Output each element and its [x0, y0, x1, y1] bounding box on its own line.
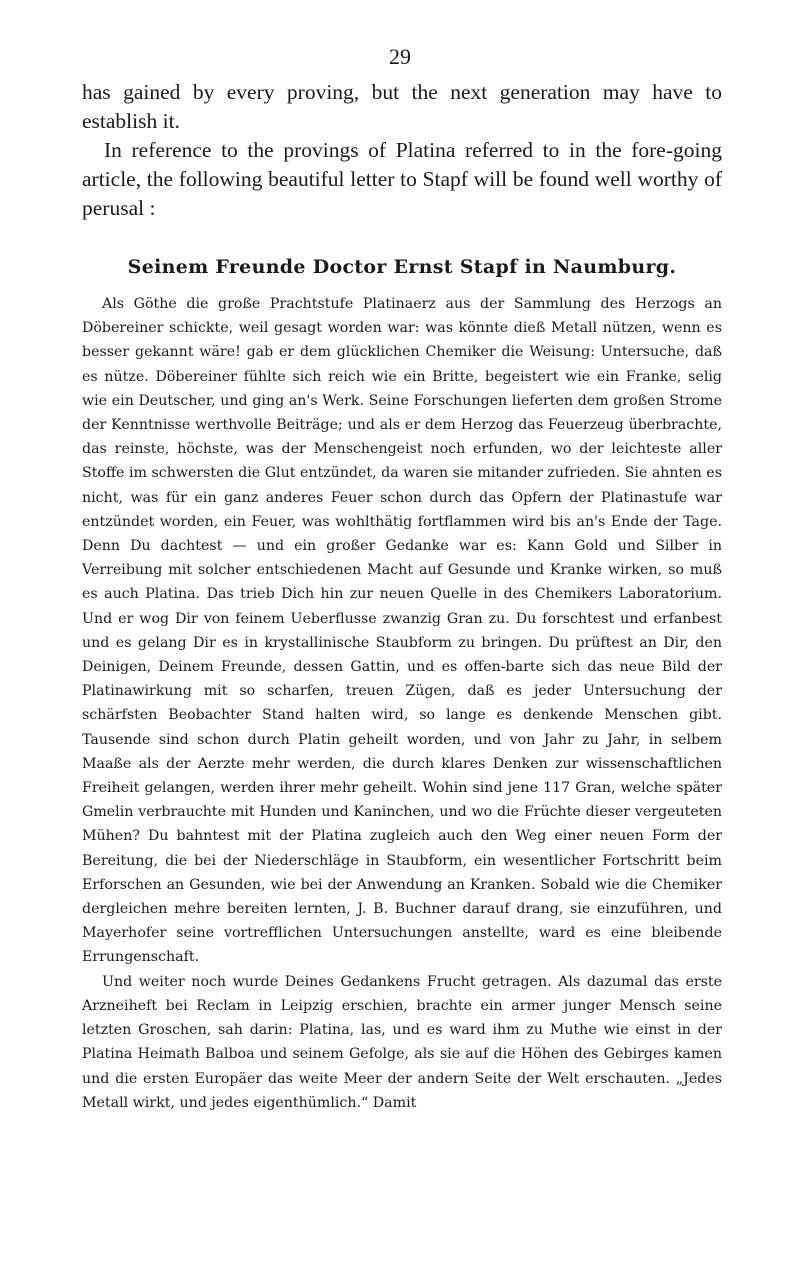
- letter-paragraph: Als Göthe die große Prachtstufe Platinaerz aus der Sammlung des Herzogs an Döbereiner schickte, weil gesagt worden war: was könnte dieß Metall nützen, wenn es besser gekannt wäre! gab er dem glücklichen Chemiker die Weisung: Untersuche, daß es nütze. Döbereiner fühlte sich reich wie ein Britte, begeistert wie ein Franke, selig wie ein Deutscher, und ging an's Werk. Seine Forschungen lieferten dem großen Strome der Kenntnisse werthvolle Beiträge; und als er dem Herzog das Feuerzeug überbrachte, das reinste, höchste, was der Menschengeist noch erfunden, wo der leichteste aller Stoffe im schwersten die Glut entzündet, da waren sie mitander zufrieden. Sie ahnten es nicht, was für ein ganz anderes Feuer schon durch das Opfern der Platinastufe war entzündet worden, ein Feuer, was wohlthätig fortflammen wird bis an's Ende der Tage. Denn Du dachtest — und ein großer Gedanke war es: Kann Gold und Silber in Verreibung mit solcher entschiedenen Macht auf Gesunde und Kranke wirken, so muß es auch Platina. Das trieb Dich hin zur neuen Quelle in des Chemikers Laboratorium. Und er wog Dir von feinem Ueberflusse zwanzig Gran zu. Du forschtest und erfanbest und es gelang Dir es in krystallinische Staubform zu bringen. Du prüftest an Dir, den Deinigen, Deinem Freunde, dessen Gattin, und es offen-barte sich das neue Bild der Platinawirkung mit so scharfen, treuen Zügen, daß es jeder Untersuchung der schärfsten Beobachter Stand halten wird, so lange es denkende Menschen gibt. Tausende sind schon durch Platin geheilt worden, und von Jahr zu Jahr, in selbem Maaße als der Aerzte mehr werden, die durch klares Denken zur wissenschaftlichen Freiheit gelangen, werden ihrer mehr geheilt. Wohin sind jene 117 Gran, welche später Gmelin verbrauchte mit Hunden und Kaninchen, und wo die Früchte dieser vergeuteten Mühen? Du bahntest mit der Platina zugleich auch den Weg einer neuen Form der Bereitung, die bei der Niederschläge in Staubform, ein wesentlicher Fortschritt beim Erforschen an Gesunden, wie bei der Anwendung an Kranken. Sobald wie die Chemiker dergleichen mehre bereiten lernten, J. B. Buchner darauf drang, sie einzuführen, und Mayerhofer seine vortrefflichen Untersuchungen anstellte, ward es eine bleibende Errungenschaft.: [82, 296, 722, 966]
- english-text-block: [82, 78, 722, 223]
- english-paragraph-intro: In reference to the provings of Platina referred to in the fore-going article, the following beautiful letter to Stapf will be found well worthy of perusal :: [82, 138, 722, 220]
- page-number: 29: [389, 44, 411, 69]
- letter-paragraph: Und weiter noch wurde Deines Gedankens Frucht getragen. Als dazumal das erste Arzneiheft bei Reclam in Leipzig erschien, brachte ein armer junger Mensch seine letzten Groschen, sah darin: Platina, las, und es ward ihm zu Muthe wie einst in der Platina Heimath Balboa und seinem Gefolge, als sie auf die Höhen des Gebirges kamen und die ersten Europäer das weite Meer der andern Seite der Welt erschauten. „Jedes Metall wirkt, und jedes eigenthümlich.“ Damit: [82, 973, 722, 1111]
- letter-heading: Seinem Freunde Doctor Ernst Stapf in Naumburg.: [127, 256, 677, 278]
- letter-body: [82, 292, 722, 1115]
- english-paragraph-continuation: has gained by every proving, but the next generation may have to establish it.: [82, 80, 722, 133]
